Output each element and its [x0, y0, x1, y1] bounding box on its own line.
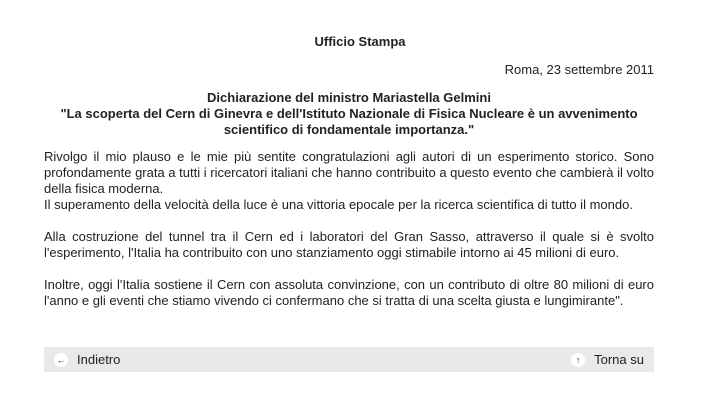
back-to-top-link[interactable]	[571, 352, 644, 367]
statement-heading	[44, 90, 654, 138]
paragraph-1: Rivolgo il mio plauso e le mie più sentite congratulazioni agli autori di un esperimento storico. Sono profondamente grata a tutti i ricercatori italiani che hanno contribuito a questo evento che cambierà il volto della fisica moderna.	[44, 149, 654, 196]
arrow-up-icon: ↑	[571, 353, 585, 367]
statement-quote: "La scoperta del Cern di Ginevra e dell'Istituto Nazionale di Fisica Nucleare è un avvenimento scientifico di fondamentale importanza."	[60, 106, 638, 137]
dateline: Roma, 23 settembre 2011	[504, 62, 654, 77]
footer-nav-bar	[44, 347, 654, 372]
statement-body	[44, 149, 654, 325]
arrow-left-icon: ←	[54, 353, 68, 367]
statement-title: Dichiarazione del ministro Mariastella Gelmini	[207, 90, 491, 105]
back-link[interactable]	[54, 352, 120, 367]
back-label: Indietro	[77, 352, 121, 367]
paragraph-4: Inoltre, oggi l'Italia sostiene il Cern con assoluta convinzione, con un contributo di oltre 80 milioni di euro l'anno e gli eventi che stiamo vivendo ci confermano che si tratta di una scelta giusta e lungimirante".	[44, 277, 654, 308]
office-title: Ufficio Stampa	[314, 34, 406, 49]
paragraph-2: Il superamento della velocità della luce è una vittoria epocale per la ricerca scientifica di tutto il mondo.	[44, 197, 633, 212]
top-label: Torna su	[594, 352, 644, 367]
paragraph-3: Alla costruzione del tunnel tra il Cern ed i laboratori del Gran Sasso, attraverso il quale si è svolto l'esperimento, l'Italia ha contribuito con uno stanziamento oggi stimabile intorno ai 45 milioni di euro.	[44, 229, 654, 260]
